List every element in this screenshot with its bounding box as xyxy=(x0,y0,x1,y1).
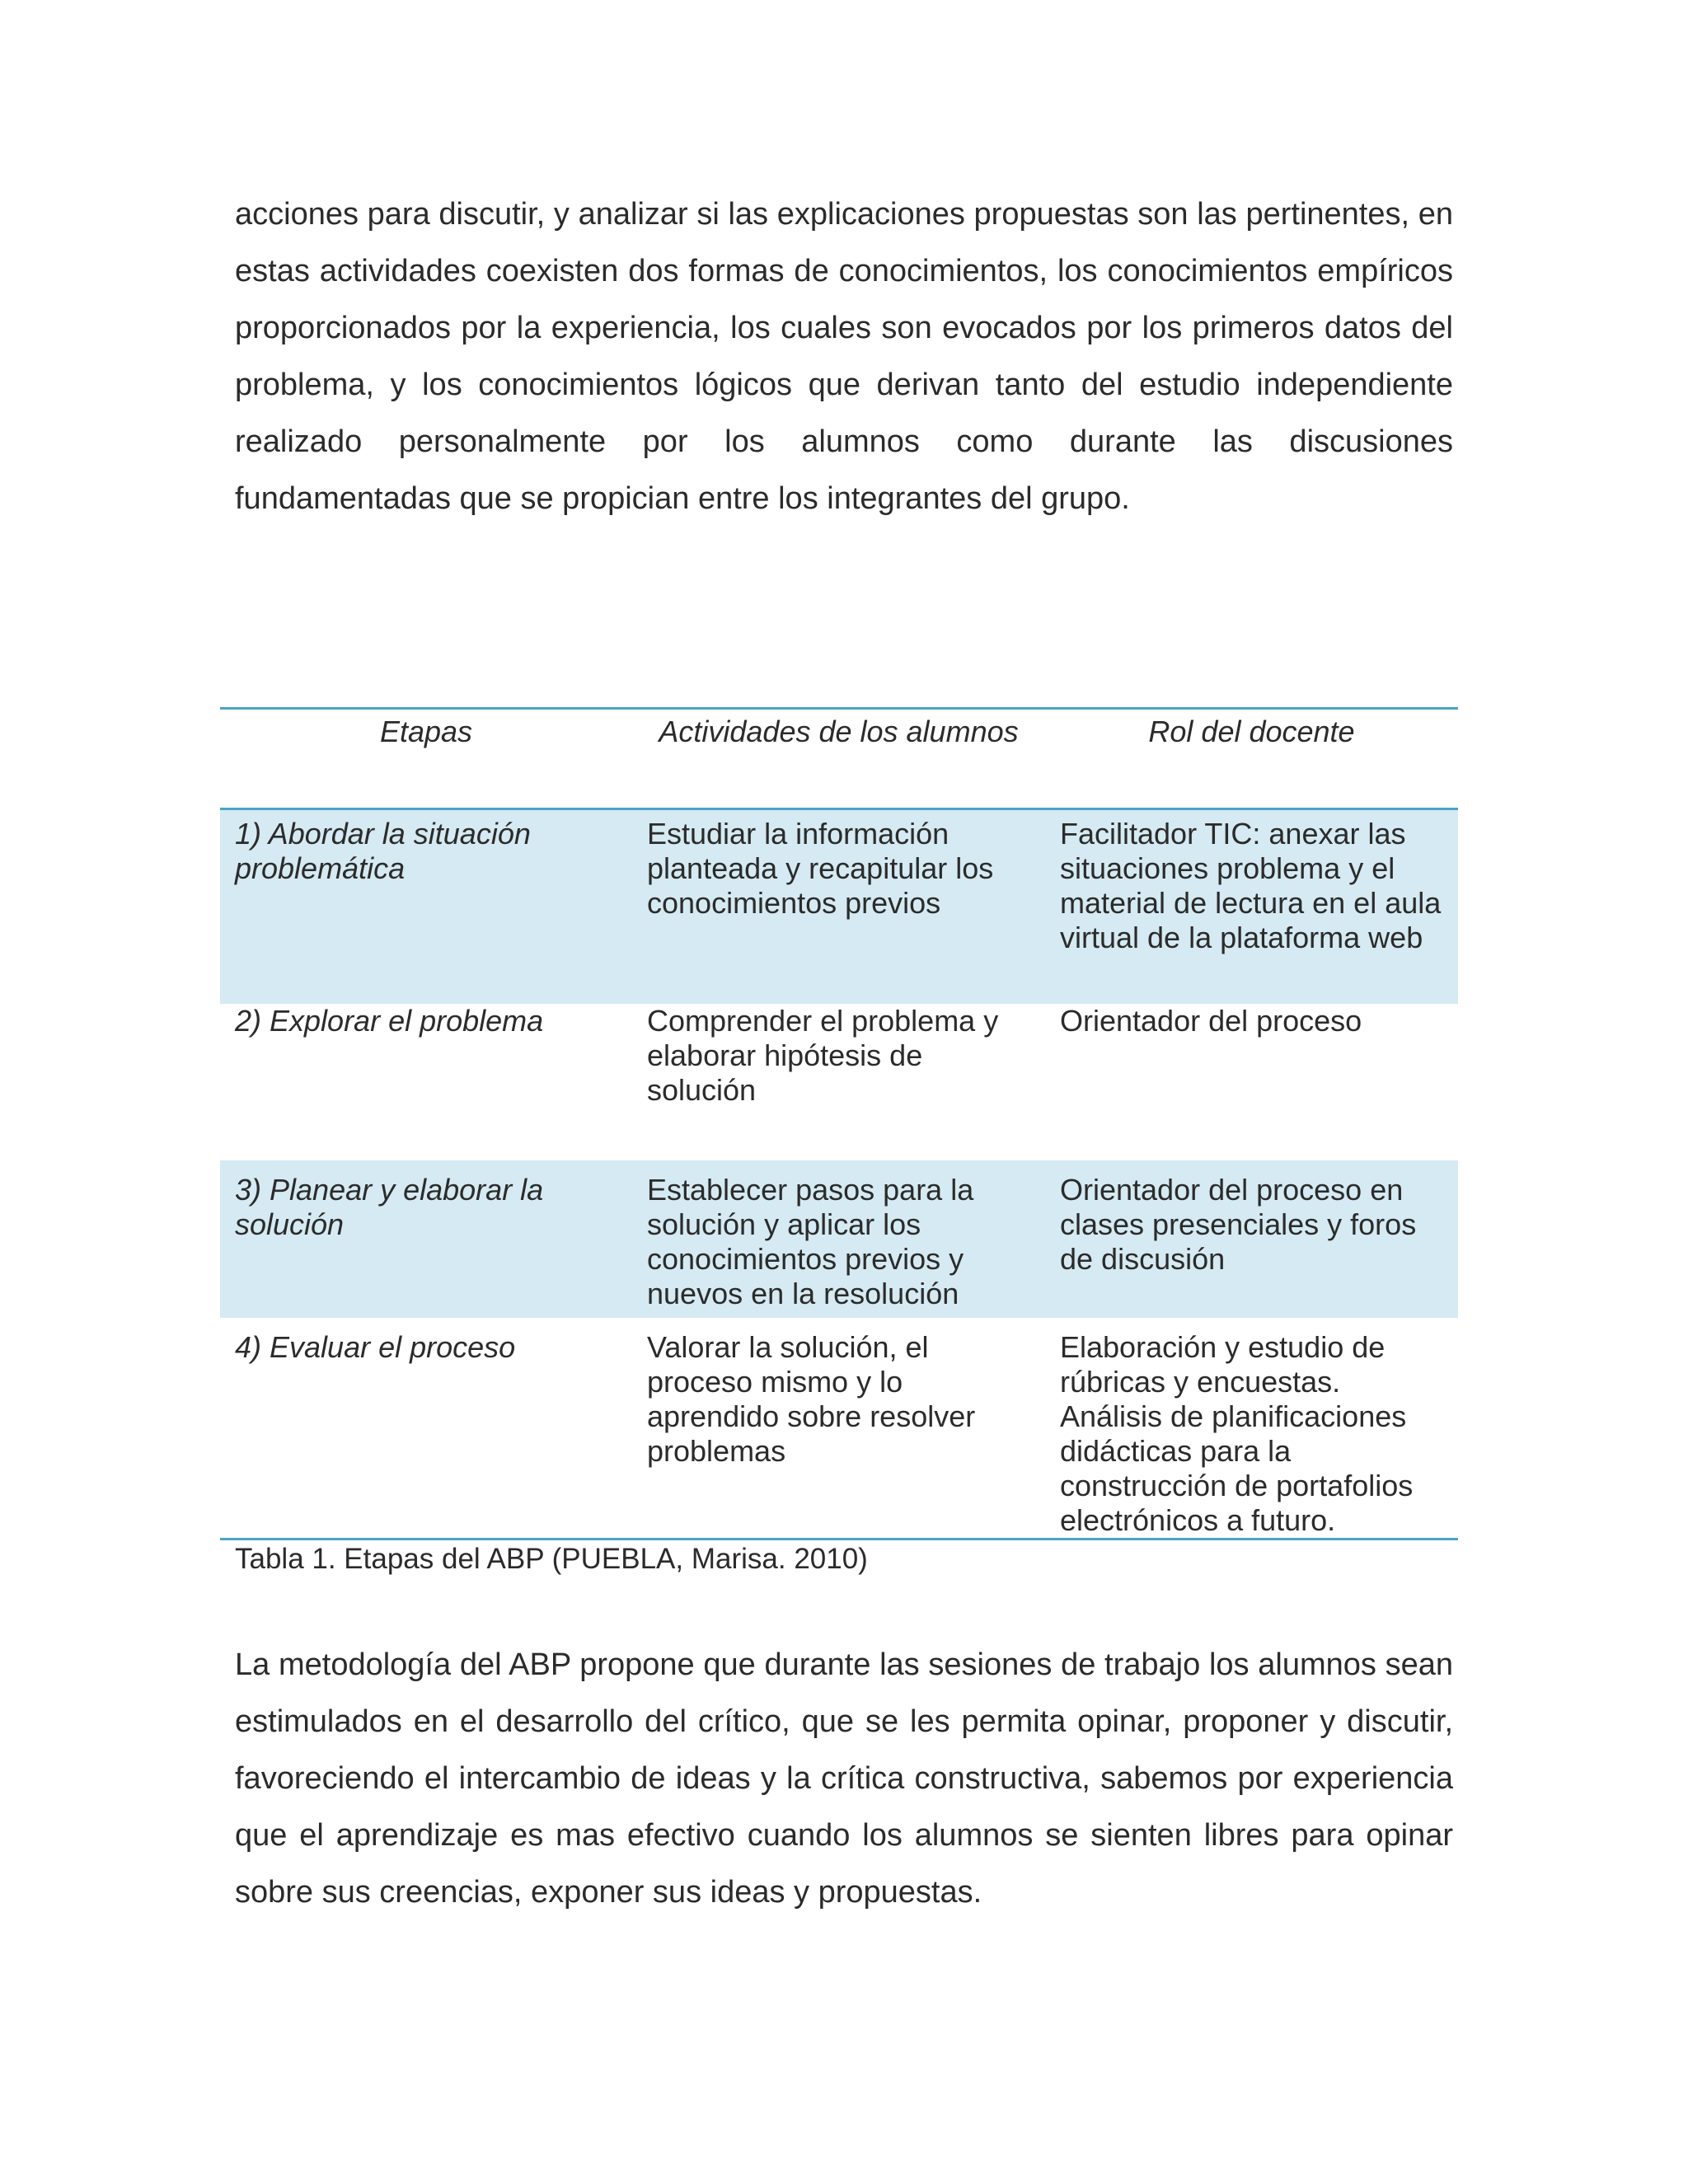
abp-stages-table xyxy=(220,707,1458,1540)
header-rol-docente: Rol del docente xyxy=(1148,715,1355,748)
role-cell: Orientador del proceso xyxy=(1060,1003,1362,1038)
stage-cell: 1) Abordar la situación problemática xyxy=(220,809,632,1004)
stage-cell: 3) Planear y elaborar la solución xyxy=(220,1160,632,1318)
header-actividades: Actividades de los alumnos xyxy=(659,715,1019,748)
role-cell: Elaboración y estudio de rúbricas y encuestas. Análisis de planificaciones didácticas para la construcción de portafolios electrónicos a futuro. xyxy=(1060,1329,1414,1537)
activities-cell: Comprender el problema y elaborar hipótesis de solución xyxy=(647,1003,999,1107)
body-paragraph-2: La metodología del ABP propone que durante las sesiones de trabajo los alumnos sean estimulados en el desarrollo del crítico, que se les permita opinar, proponer y discutir, favoreciendo el intercambio de ideas y la crítica constructiva, sabemos por experiencia que el aprendizaje es mas efectivo cuando los alumnos se sienten libres para opinar sobre sus creencias, exponer sus ideas y propuestas. xyxy=(235,1647,1453,1910)
body-paragraph-1: acciones para discutir, y analizar si las explicaciones propuestas son las pertinentes, en estas actividades coexisten dos formas de conocimientos, los conocimientos empíricos proporcionados por la experiencia, los cuales son evocados por los primeros datos del problema, y los conocimientos lógicos que derivan tanto del estudio independiente realizado personalmente por los alumnos como durante las discusiones fundamentadas que se propician entre los integrantes del grupo. xyxy=(235,197,1453,516)
header-etapas: Etapas xyxy=(379,715,473,748)
activities-cell: Establecer pasos para la solución y aplicar los conocimientos previos y nuevos en la resolución xyxy=(632,1160,1045,1318)
table-row xyxy=(220,1318,1458,1540)
table-caption: Tabla 1. Etapas del ABP (PUEBLA, Marisa. 2010) xyxy=(235,1543,868,1575)
role-cell: Facilitador TIC: anexar las situaciones problema y el material de lectura en el aula virtual de la plataforma web xyxy=(1045,809,1458,1004)
role-cell: Orientador del proceso en clases presenciales y foros de discusión xyxy=(1045,1160,1458,1318)
activities-cell: Valorar la solución, el proceso mismo y lo aprendido sobre resolver problemas xyxy=(647,1329,976,1468)
activities-cell: Estudiar la información planteada y recapitular los conocimientos previos xyxy=(632,809,1045,1004)
table-header-row xyxy=(220,709,1458,809)
table-row xyxy=(220,1160,1458,1318)
stage-cell: 4) Evaluar el proceso xyxy=(235,1329,516,1364)
stage-cell: 2) Explorar el problema xyxy=(235,1003,544,1038)
table-row xyxy=(220,809,1458,1004)
table-row xyxy=(220,1004,1458,1160)
